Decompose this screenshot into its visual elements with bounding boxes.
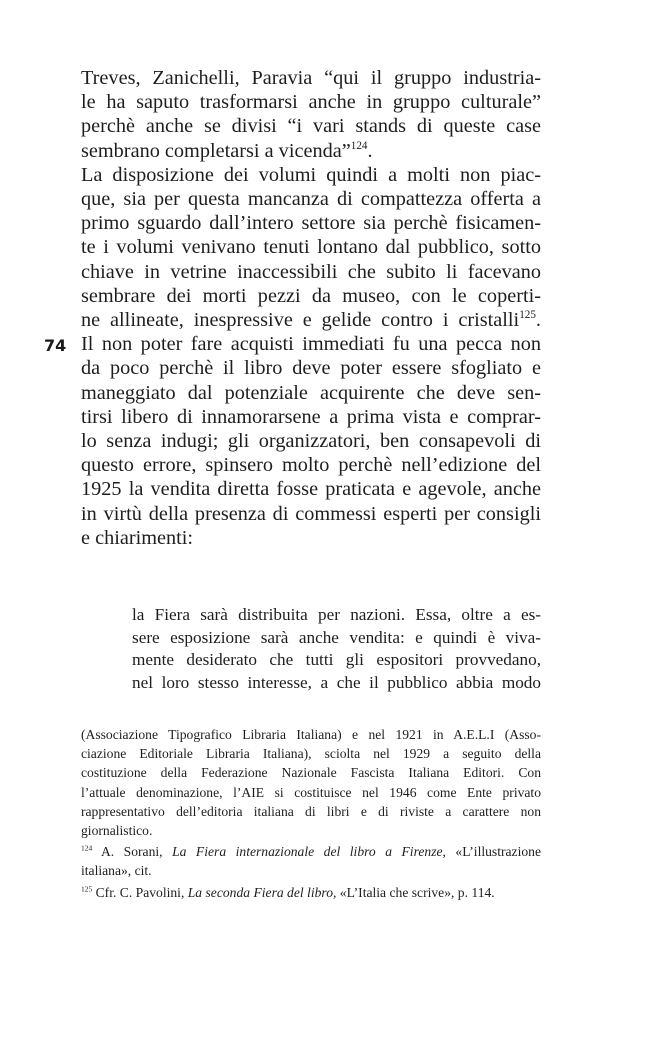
footnote-line: costituzione della Federazione Nazionale Fascista Italiana Editori. Con — [81, 765, 541, 781]
footnote-author: Cfr. C. Pavolini, — [92, 884, 188, 900]
page-number: 74 — [44, 336, 67, 355]
text-line: 1925 la vendita diretta fosse praticata e agevole, anche — [81, 478, 541, 501]
footnotes — [81, 725, 541, 902]
sentence-period: . — [535, 309, 541, 332]
footnote-line: italiana», cit. — [81, 863, 152, 879]
footnote-ref-125: 125 — [519, 309, 536, 322]
footnote-line: giornalistico. — [81, 823, 153, 839]
text-line: questo errore, spinsero molto perchè nell’edizione del — [81, 454, 541, 477]
quote-line: mente desiderato che tutti gli espositori provvedano, — [132, 650, 541, 670]
footnote-line: l’attuale denominazione, l’AIE si costituisce nel 1946 come Ente privato — [81, 784, 541, 800]
sentence-period: . — [367, 139, 373, 162]
footnote-title: La seconda Fiera del libro, — [187, 884, 337, 900]
quote-line: la Fiera sarà distribuita per nazioni. Essa, oltre a es- — [132, 605, 541, 624]
text-line-content: sembrano completarsi a vicenda” — [81, 139, 351, 162]
footnote-number-124: 124 — [81, 843, 93, 853]
text-line: tirsi libero di innamorarsene a prima vista e comprar- — [81, 405, 541, 428]
text-line: maneggiato dal potenziale acquirente che deve sen- — [81, 381, 541, 404]
text-line: te i volumi venivano tenuti lontano dal pubblico, sotto — [81, 236, 541, 259]
footnote-source: , «L’illustrazione — [442, 844, 541, 860]
text-line: La disposizione dei volumi quindi a molti non piac- — [81, 163, 541, 186]
text-line: perchè anche se divisi “i vari stands di queste case — [81, 115, 541, 138]
text-line: le ha saputo trasformarsi anche in gruppo culturale” — [81, 91, 541, 114]
footnote-number-125: 125 — [81, 884, 93, 894]
text-line — [81, 139, 541, 163]
footnote-source: «L’Italia che scrive», p. 114. — [336, 884, 495, 900]
text-line — [81, 308, 541, 332]
footnote-line: ciazione Editoriale Libraria Italiana), sciolta nel 1929 a seguito della — [81, 746, 541, 762]
footnote-ref-124: 124 — [350, 139, 368, 152]
footnote-125 — [81, 883, 541, 902]
text-line: e chiarimenti: — [81, 526, 194, 549]
footnote-title: La Fiera internazionale del libro a Firenze — [172, 844, 443, 860]
main-text — [81, 66, 541, 550]
text-line: que, sia per questa mancanza di compattezza offerta a — [81, 188, 541, 211]
text-line: Treves, Zanichelli, Paravia “qui il gruppo industria- — [81, 67, 541, 89]
text-line: in virtù della presenza di commessi esperti per consigli — [81, 502, 541, 525]
footnote-line: rappresentativo dell’editoria italiana di libri e di riviste a carattere non — [81, 803, 541, 819]
quote-line: nel loro stesso interesse, a che il pubblico abbia modo — [132, 672, 541, 692]
text-line: sembrare dei morti pezzi da museo, con le coperti- — [81, 284, 541, 307]
footnote-author: A. Sorani, — [92, 844, 173, 860]
text-line: da poco perchè il libro deve poter essere sfogliato e — [81, 357, 541, 380]
footnote-124 — [81, 842, 541, 861]
text-line: chiave in vetrine inaccessibili che subito li facevano — [81, 260, 541, 283]
quote-line: sere esposizione sarà anche vendita: e quindi è viva- — [132, 627, 541, 647]
footnote-line: (Associazione Tipografico Libraria Italiana) e nel 1921 in A.E.L.I (Asso- — [81, 727, 541, 742]
block-quote — [132, 604, 541, 694]
text-line: lo senza indugi; gli organizzatori, ben consapevoli di — [81, 430, 541, 453]
text-line-content: ne allineate, inespressive e gelide contro i cristalli — [81, 309, 520, 332]
text-line: Il non poter fare acquisti immediati fu una pecca non — [81, 333, 541, 356]
text-line: primo sguardo dall’intero settore sia perchè fisicamen- — [81, 212, 541, 235]
